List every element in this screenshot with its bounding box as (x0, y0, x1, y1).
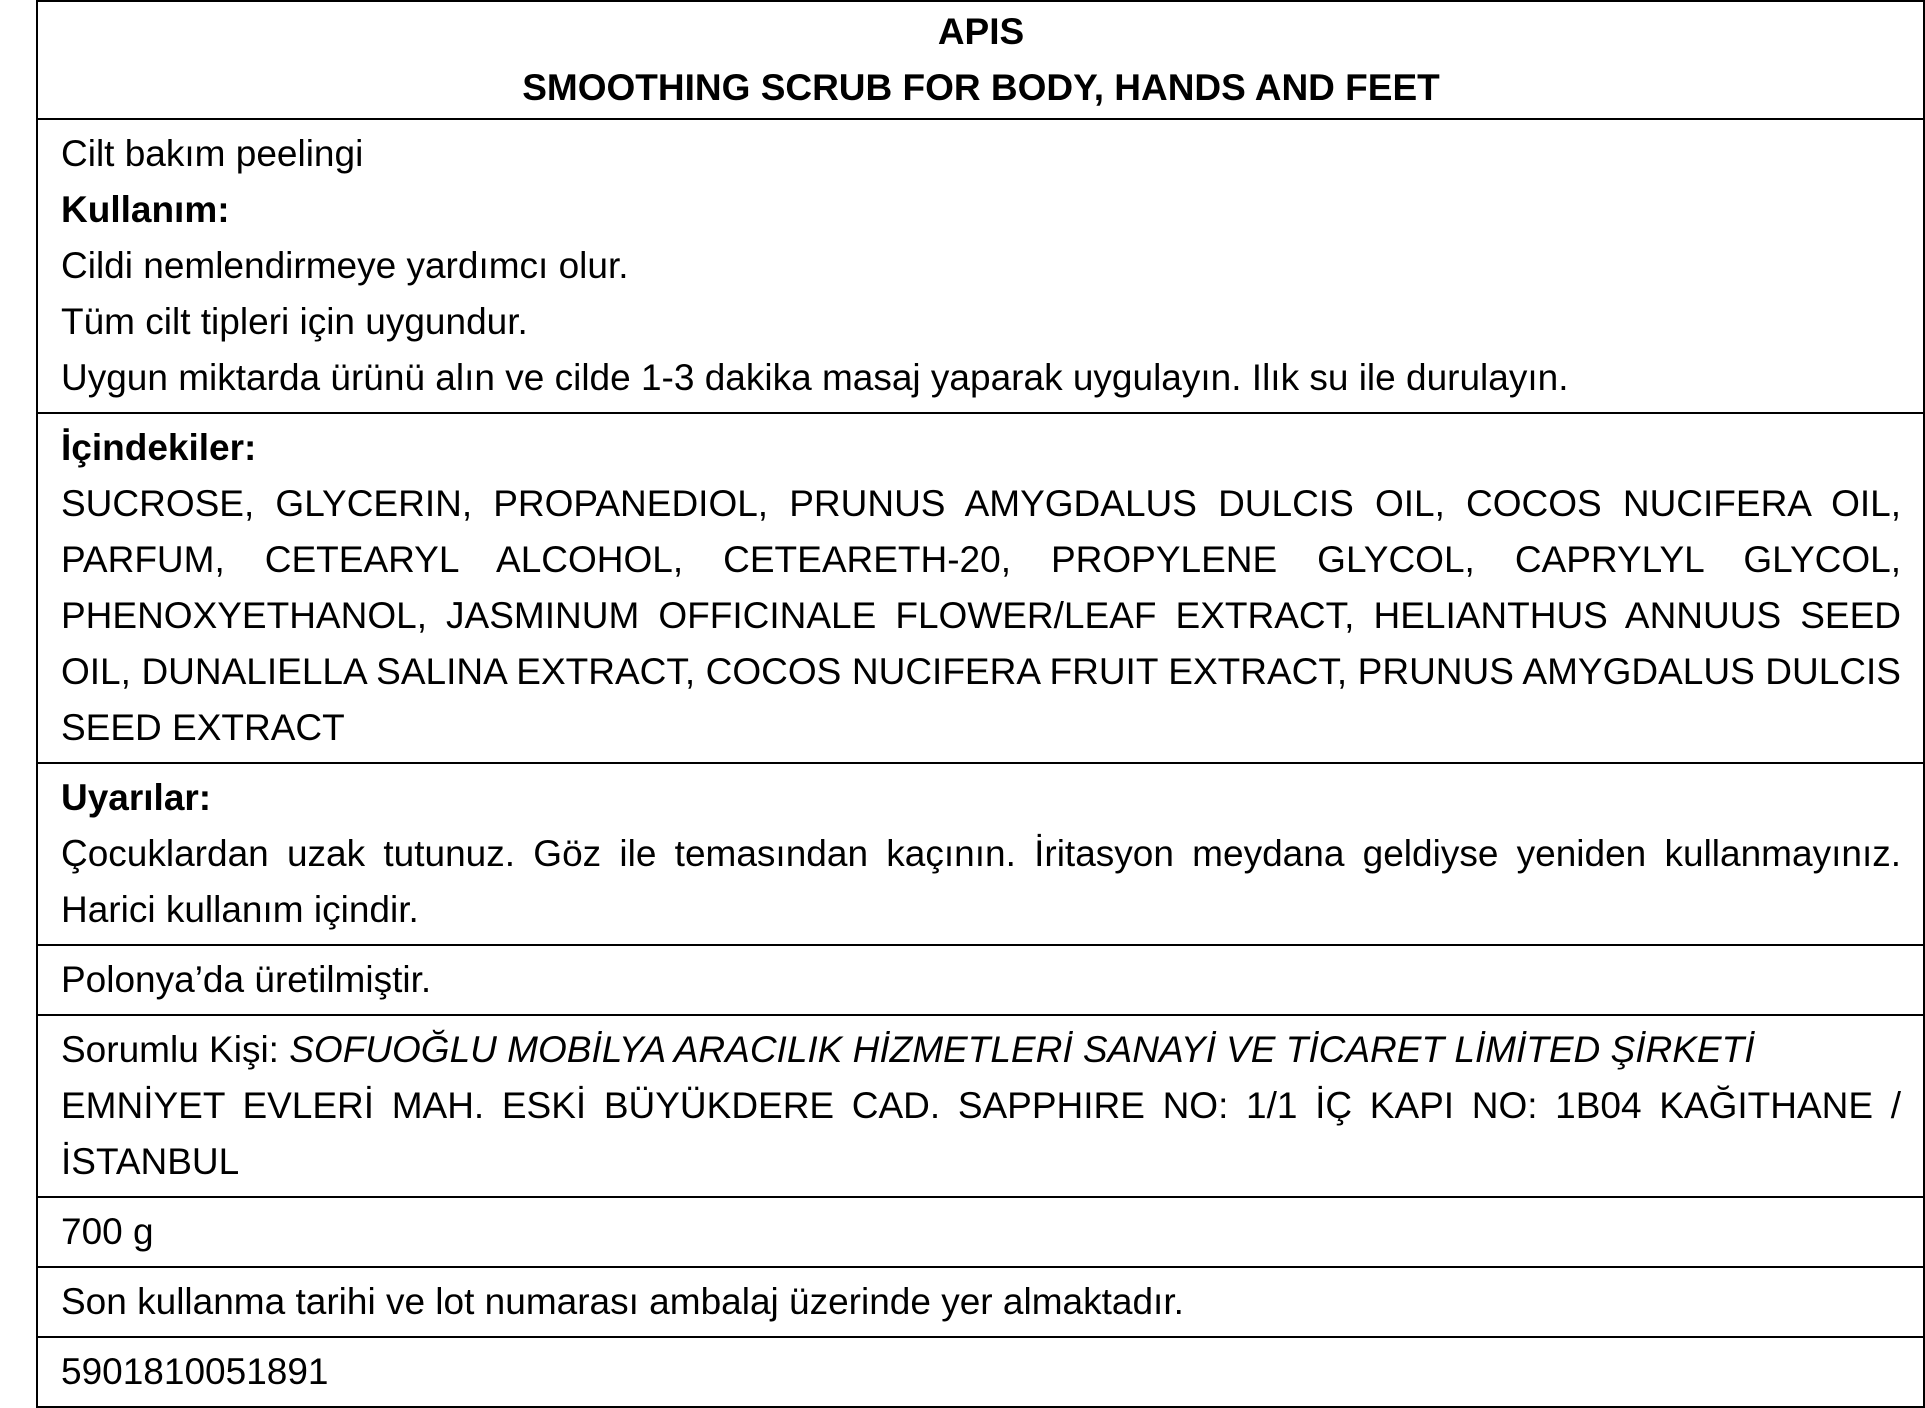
brand-name: APIS (937, 11, 1025, 52)
responsible-label: Sorumlu Kişi: (61, 1029, 290, 1070)
product-name: SMOOTHING SCRUB FOR BODY, HANDS AND FEET (522, 67, 1440, 108)
net-weight: 700 g (61, 1211, 154, 1252)
header-cell (37, 1, 1924, 119)
ingredients-cell (37, 413, 1924, 763)
responsible-line (61, 1022, 1901, 1078)
net-weight-row (37, 1197, 1924, 1267)
origin-text: Polonya’da üretilmiştir. (61, 959, 432, 1000)
ingredients-row (37, 413, 1924, 763)
ingredients-text: SUCROSE, GLYCERIN, PROPANEDIOL, PRUNUS AMYGDALUS DULCIS OIL, COCOS NUCIFERA OIL, PARFUM, CETEARYL ALCOHOL, CETEARETH-20, PROPYLENE GLYCOL, CAPRYLYL GLYCOL, PHENOXYETHANOL, JASMINUM OFFICINALE FLOWER/LEAF EXTRACT, HELIANTHUS ANNUUS SEED OIL, DUNALIELLA SALINA EXTRACT, COCOS NUCIFERA FRUIT EXTRACT, PRUNUS AMYGDALUS DULCIS SEED EXTRACT (61, 483, 1901, 748)
description-cell (37, 119, 1924, 413)
warnings-cell (37, 763, 1924, 945)
net-weight-cell (37, 1197, 1924, 1267)
responsible-cell (37, 1015, 1924, 1197)
description-row (37, 119, 1924, 413)
barcode-number: 5901810051891 (61, 1351, 329, 1392)
expiry-note: Son kullanma tarihi ve lot numarası ambalaj üzerinde yer almaktadır. (61, 1281, 1184, 1322)
expiry-row (37, 1267, 1924, 1337)
warnings-text: Çocuklardan uzak tutunuz. Göz ile temasından kaçının. İritasyon meydana geldiyse yeniden kullanmayınız. Harici kullanım içindir. (61, 833, 1901, 930)
ingredients-heading: İçindekiler: (61, 427, 257, 468)
expiry-cell (37, 1267, 1924, 1337)
origin-row (37, 945, 1924, 1015)
usage-heading: Kullanım: (61, 189, 230, 230)
usage-line: Cildi nemlendirmeye yardımcı olur. (61, 245, 629, 286)
origin-cell (37, 945, 1924, 1015)
responsible-company: SOFUOĞLU MOBİLYA ARACILIK HİZMETLERİ SANAYİ VE TİCARET LİMİTED ŞİRKETİ (289, 1029, 1755, 1070)
product-type: Cilt bakım peelingi (61, 133, 364, 174)
header-row (37, 1, 1924, 119)
responsible-row (37, 1015, 1924, 1197)
responsible-address: EMNİYET EVLERİ MAH. ESKİ BÜYÜKDERE CAD. SAPPHIRE NO: 1/1 İÇ KAPI NO: 1B04 KAĞITHANE / İSTANBUL (61, 1085, 1901, 1182)
usage-line: Uygun miktarda ürünü alın ve cilde 1-3 dakika masaj yaparak uygulayın. Ilık su ile durulayın. (61, 357, 1569, 398)
warnings-heading: Uyarılar: (61, 777, 212, 818)
usage-line: Tüm cilt tipleri için uygundur. (61, 301, 528, 342)
warnings-row (37, 763, 1924, 945)
product-label-table (36, 0, 1925, 1408)
barcode-row (37, 1337, 1924, 1407)
barcode-cell (37, 1337, 1924, 1407)
